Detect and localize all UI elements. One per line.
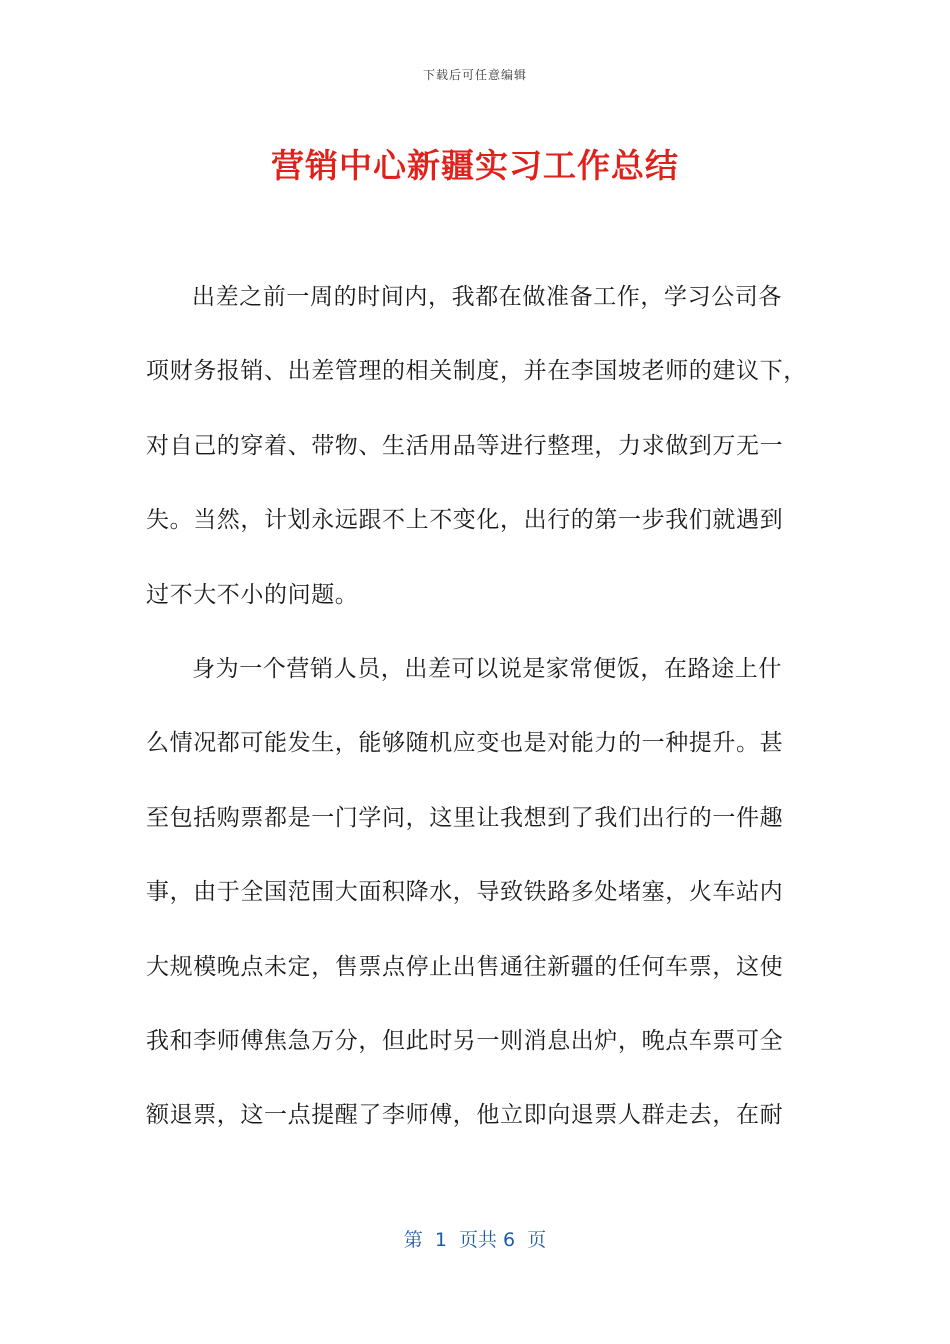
body-line: 项财务报销、出差管理的相关制度，并在李国坡老师的建议下， bbox=[146, 358, 807, 385]
body-line: 至包括购票都是一门学问，这里让我想到了我们出行的一件趣 bbox=[146, 804, 784, 831]
body-line: 失。当然，计划永远跟不上不变化，出行的第一步我们就遇到 bbox=[146, 507, 784, 534]
body-line: 事，由于全国范围大面积降水，导致铁路多处堵塞，火车站内 bbox=[146, 879, 784, 906]
body-line: 么情况都可能发生，能够随机应变也是对能力的一种提升。甚 bbox=[146, 730, 784, 757]
header-note: 下载后可任意编辑 bbox=[422, 68, 527, 82]
document-body bbox=[146, 260, 806, 1153]
body-line: 对自己的穿着、带物、生活用品等进行整理，力求做到万无一 bbox=[146, 432, 784, 459]
body-line: 出差之前一周的时间内，我都在做准备工作，学习公司各 bbox=[192, 284, 782, 310]
body-line: 过不大不小的问题。 bbox=[146, 581, 359, 608]
body-line: 我和李师傅焦急万分，但此时另一则消息出炉，晚点车票可全 bbox=[146, 1027, 784, 1054]
body-line: 额退票，这一点提醒了李师傅，他立即向退票人群走去，在耐 bbox=[146, 1102, 784, 1129]
page-number-footer: 第 1 页共 6 页 bbox=[403, 1229, 547, 1251]
body-line: 身为一个营销人员，出差可以说是家常便饭，在路途上什 bbox=[192, 655, 782, 682]
document-title: 营销中心新疆实习工作总结 bbox=[271, 146, 679, 185]
body-line: 大规模晚点未定，售票点停止出售通往新疆的任何车票，这使 bbox=[146, 953, 784, 980]
